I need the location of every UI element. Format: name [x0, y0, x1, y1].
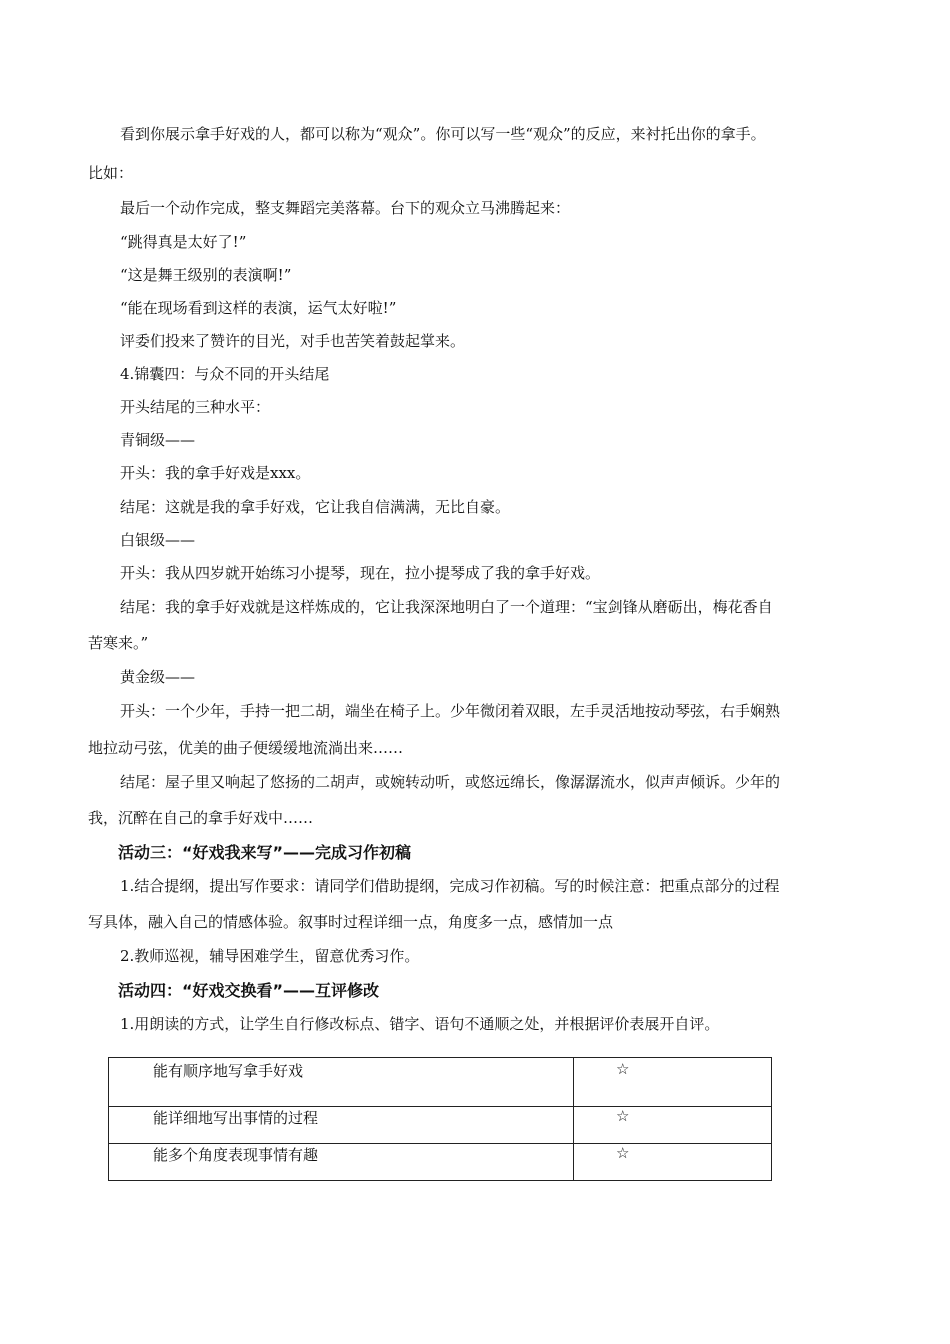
- quote-line: “这是舞王级别的表演啊!”: [120, 266, 292, 284]
- quote-line: “能在现场看到这样的表演，运气太好啦!”: [120, 299, 397, 317]
- star-rating-cell: ☆: [574, 1144, 772, 1181]
- paragraph-observers: 看到你展示拿手好戏的人，都可以称为“观众”。你可以写一些“观众”的反应，来衬托出你的拿手。: [120, 125, 766, 143]
- gold-opening-cont: 地拉动弓弦，优美的曲子便缓缓地流淌出来……: [88, 739, 404, 757]
- criterion-cell: 能详细地写出事情的过程: [109, 1107, 574, 1144]
- activity-four-heading: 活动四：“好戏交换看”——互评修改: [118, 981, 380, 1000]
- silver-opening: 开头：我从四岁就开始练习小提琴，现在，拉小提琴成了我的拿手好戏。: [120, 564, 601, 582]
- paragraph-example-intro: 比如：: [88, 164, 134, 182]
- silver-ending: 结尾：我的拿手好戏就是这样炼成的，它让我深深地明白了一个道理：“宝剑锋从磨砺出，梅花香自: [120, 598, 773, 616]
- activity-three-heading: 活动三：“好戏我来写”——完成习作初稿: [118, 843, 412, 862]
- bronze-ending: 结尾：这就是我的拿手好戏，它让我自信满满，无比自豪。: [120, 498, 511, 516]
- evaluation-table: [108, 1057, 772, 1181]
- table-row: [109, 1058, 772, 1107]
- bronze-opening: 开头：我的拿手好戏是xxx。: [120, 464, 311, 482]
- activity-four-line: 1.用朗读的方式，让学生自行修改标点、错字、语句不通顺之处，并根据评价表展开自评。: [120, 1015, 720, 1033]
- activity-three-line: 1.结合提纲，提出写作要求：请同学们借助提纲，完成习作初稿。写的时候注意：把重点部分的过程: [120, 877, 780, 895]
- tip-four-title: 4.锦囊四：与众不同的开头结尾: [120, 365, 330, 383]
- gold-ending-cont: 我，沉醉在自己的拿手好戏中……: [88, 809, 314, 827]
- level-gold: 黄金级——: [120, 668, 196, 686]
- level-bronze: 青铜级——: [120, 431, 196, 449]
- paragraph-dance-finish: 最后一个动作完成，整支舞蹈完美落幕。台下的观众立马沸腾起来：: [120, 199, 571, 217]
- activity-three-line: 2.教师巡视，辅导困难学生，留意优秀习作。: [120, 947, 420, 965]
- table-row: [109, 1107, 772, 1144]
- table-row: [109, 1144, 772, 1181]
- criterion-cell: 能有顺序地写拿手好戏: [109, 1058, 574, 1107]
- star-rating-cell: ☆: [574, 1107, 772, 1144]
- quote-line: “跳得真是太好了!”: [120, 233, 247, 251]
- paragraph-judges: 评委们投来了赞许的目光，对手也苦笑着鼓起掌来。: [120, 332, 466, 350]
- gold-opening: 开头：一个少年，手持一把二胡，端坐在椅子上。少年微闭着双眼，左手灵活地按动琴弦，右手娴熟: [120, 702, 781, 720]
- gold-ending: 结尾：屋子里又响起了悠扬的二胡声，或婉转动听，或悠远绵长，像潺潺流水，似声声倾诉。少年的: [120, 773, 781, 791]
- star-rating-cell: ☆: [574, 1058, 772, 1107]
- silver-ending-cont: 苦寒来。”: [88, 634, 149, 652]
- levels-intro: 开头结尾的三种水平：: [120, 398, 271, 416]
- level-silver: 白银级——: [120, 531, 196, 549]
- activity-three-line: 写具体，融入自己的情感体验。叙事时过程详细一点，角度多一点，感情加一点: [88, 913, 614, 931]
- criterion-cell: 能多个角度表现事情有趣: [109, 1144, 574, 1181]
